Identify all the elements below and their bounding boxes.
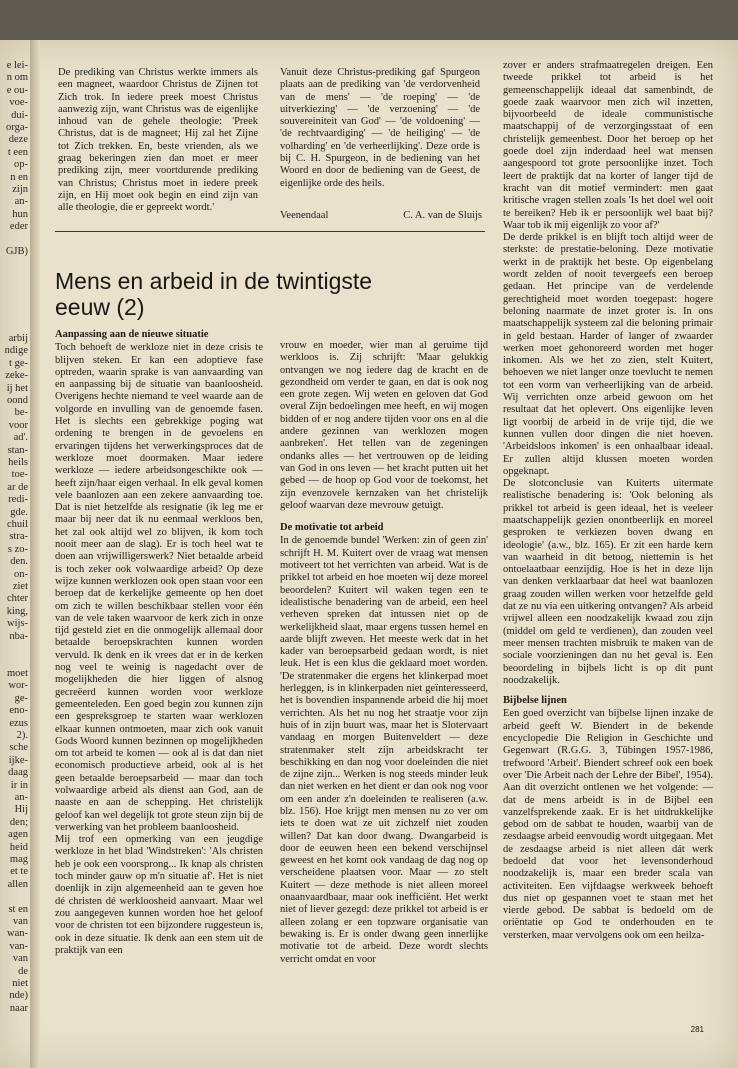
left-fragment-line: sche (9, 742, 28, 754)
left-fragment-line: van- (9, 940, 28, 952)
left-fragment-line: op- (14, 159, 28, 171)
left-page-fragment (0, 60, 28, 1020)
heading-bijbelse-lijnen: Bijbelse lijnen (503, 695, 567, 707)
page-number: 281 (690, 1025, 704, 1034)
left-fragment-line: ezus (9, 717, 28, 729)
signature-author: C. A. van de Sluijs (403, 210, 482, 221)
left-fragment-line: wijs- (7, 618, 28, 630)
left-fragment-line: wor- (8, 680, 28, 692)
left-fragment-line: voe- (9, 97, 28, 109)
article-title: Mens en arbeid in de twintigste eeuw (2) (55, 268, 373, 320)
left-fragment-line: ad'. (13, 432, 28, 444)
left-fragment-line (0, 234, 28, 246)
left-fragment-line: s zo- (7, 543, 28, 555)
col3-paragraph-2: De derde prikkel is en blijft toch altijd weer de sterkste: de prestatie-beloning. Deze motivatie werkt in de praktijk het beste. Op eigenbelang wordt zelden of nooit tevergeefs een beroep gedaan. Het principe van de verdelende gerechtigheid moet worden toegepast: hogere beloning naarmate de inzet groter is. In ons maatschappelijk systeem zal die beloning primair in geld bestaan. Harder of langer of zwaarder werken moet gehonoreerd worden met hoger inkomen. Als we het zo zien, stelt Kuitert, behoeven we niet langer onze toevlucht te nemen tot een vorm van verheerlijking van de arbeid. Wij verrichten onze arbeid gewoon om het resultaat dat het oplevert. Ons eigenlijke leven ligt voorbij de arbeid in de vrije tijd, die we kunnen vullen door dingen die niet hoeven. 'Arbeidsloos inkomen' is een onhaalbaar ideaal. Er zullen altijd klussen moeten worden opgeknapt. (503, 232, 713, 477)
left-fragment-line: st en (8, 903, 28, 915)
heading-aanpassing: Aanpassing aan de nieuwe situatie (55, 329, 209, 340)
left-fragment-line (0, 296, 28, 308)
top-col2-text: Vanuit deze Christus-prediking gaf Spurgeon plaats aan de prediking van 'de verdorvenheid van de mens' — 'de roeping' — 'de uitverkiezing' — 'de verzoening' — 'de souvereiniteit van God' — 'de voldoening' — 'de rechtvaardiging' — 'de heiliging' — 'de volharding' en 'de verheerlijking'. Deze orde is bij C. H. Spurgeon, in de bediening van het Woord en door de bediening van de Geest, de eigenlijke orde des heils. (280, 67, 480, 189)
left-fragment-line: 2). (16, 729, 28, 741)
col1-paragraph-1: Toch behoeft de werkloze niet in deze crisis te blijven steken. Er kan een adoptieve fase optreden, waarin sprake is van aanvaarding van en aanpassing bij de situatie van baanloosheid. Overigens hechte niemand te veel waarde aan de volgorde en invulling van de genoemde fasen. Het is slechts een gebrekkige poging wat ordening te brengen in de gevoelens en ervaringen tijdens het verwerkingsproces dat de werkloze moet doormaken. Maar iedere werkloze — iedere arbeidsongeschikte ook — heeft zijn/haar eigen verhaal. In elk geval komen vele baanlozen aan een zekere aanvaarding toe. Dat is niet hetzelfde als resignatie (ik leg me er maar bij neer dat ik nu eenmaal werkloos ben, het zal ook altijd wel zo blijven, ik kom toch nooit meer aan de slag). Er is toch heel wat te doen aan vrijwilligerswerk? Niet betaalde arbeid is toch zeker ook volwaardige arbeid? Op deze wijze kunnen werklozen ook open staan voor een beroep dat de kerkelijke gemeente op hen doet om zich te willen beschikbaar stellen voor één van de vele taken waarvoor de kerk zich in onze tijd gesteld ziet en die onmogelijk allemaal door betaalde beroepskrachten kunnen worden vervuld. Ik denk en ik vrees dat er in de kerken nog veel te weinig is nagedacht over de mogelijkheden die hier liggen of alsnog gecreëerd kunnen worden voor werkloze gemeenteleden. Een goed begin zou kunnen zijn een gespreksgroep te starten waar werklozen elkaar kunnen ontmoeten, maar zich ook vanuit Gods Woord kunnen bezinnen op mogelijkheden om tot arbeid te komen — ook al is dat dan niet economisch productieve arbeid, ook al is het geen betaalde beroepsarbeid — maar dan toch volwaardige arbeid als dienst aan God, aan de naaste en aan de schepping. Het christelijk geloof kan wel degelijk tot grote steun zijn bij de verwerking van het probleem baanloosheid. (55, 342, 263, 833)
left-fragment-line: t ge- (9, 357, 28, 369)
left-fragment-line: zeke- (5, 370, 28, 382)
article-column-3 (503, 60, 713, 942)
left-fragment-line: stra- (9, 531, 28, 543)
signature-place: Veenendaal (280, 210, 329, 221)
col1-paragraph-2: Mij trof een opmerking van een jeugdige werkloze in het blad 'Windstreken': 'Als christen heb je ook een voorsprong... Ik knap als christen toch minder gauw op m'n situatie af'. Het is niet doenlijk in zijn algemeenheid aan te geven hoe dé christen dé werkloosheid aanvaart. Maar wel zou aangegeven kunnen worden hoe het geloof voor de christen tot een bijzondere ruggesteun is, ook in deze situatie. Ik denk aan een stem uit de praktijk van een (55, 834, 263, 956)
left-fragment-line: dui- (11, 109, 28, 121)
left-fragment-line: ndige (4, 345, 28, 357)
left-fragment-line: e lei- (6, 60, 28, 71)
left-fragment-line: ziet (12, 581, 28, 593)
left-fragment-line: daag (8, 767, 28, 779)
left-fragment-line: n om (6, 72, 28, 84)
top-column-1 (58, 67, 258, 215)
article-column-2 (280, 340, 488, 966)
left-fragment-line: chuil (7, 519, 28, 531)
left-fragment-line: den; (9, 816, 28, 828)
article-column-1 (55, 323, 263, 957)
left-fragment-line: oond (7, 394, 28, 406)
left-fragment-line: mag (9, 854, 28, 865)
left-fragment-line: ijke- (8, 754, 28, 766)
left-fragment-line: ar de (7, 481, 28, 493)
left-fragment-line: nba- (9, 630, 28, 642)
left-fragment-line (0, 271, 28, 283)
left-fragment-line: et te (10, 866, 28, 878)
col3-paragraph-1: zover er anders strafmaatregelen dreigen. Een tweede prikkel tot arbeid is het gemeenschappelijk ideaal dat samenbindt, de goede zaak waarvoor men zich wil inzetten, bijvoorbeeld de ideale communistische maatschappij of de verzorgingsstaat of een christelijk gemeenbest. Door het beroep op het goede doel zijn inderdaad heel wat mensen aangespoord tot grote persoonlijke inzet. Toch leert de praktijk dat na korter of langer tijd de kracht van dit motief vermindert: men gaat kritische vragen stellen zoals 'Is het doel wel ooit te bereiken? Heb ik er persoonlijk wel baat bij? Waar tob ik mij eigenlijk zo voor af?' (503, 60, 713, 231)
left-fragment-line: n en (10, 171, 28, 183)
left-fragment-line: GJB) (5, 246, 28, 258)
left-fragment-line (0, 321, 28, 333)
left-fragment-line: orga- (6, 122, 28, 134)
left-fragment-line: heils (8, 457, 28, 468)
left-fragment-line: gde. (10, 506, 28, 518)
left-fragment-line: redi- (8, 494, 28, 506)
left-fragment-line: hun (12, 208, 28, 220)
col3-paragraph-3: De slotconclusie van Kuiterts uitermate realistische benadering is: 'Ook beloning als prikkel tot arbeid is geen ideaal, het is veeleer maatschappelijk gezien onontbeerlijk en moreel gesproken te verkiezen boven dwang en ideologie' (a.w., blz. 165). Er zit een harde kern van waarheid in dit betoog, niettemin is het ontoelaatbaar eenzijdig. Hoe is het in deze lijn van denken verklaarbaar dat heel wat baanlozen graag zouden willen werken voor hetzelfde geld dat ze nu via een uitkering ontvangen? Als arbeid vrijwel alleen een noodzakelijk kwaad zou zijn (middel om geld te verdienen), dan zouden veel meer mensen trachten misbruik te maken van de sociale voorzieningen dan nu het geval is. Een beoordeling in bijbels licht is op dit punt noodzakelijk. (503, 478, 713, 686)
left-fragment-line: de (18, 965, 28, 977)
left-fragment-line: nde) (9, 990, 28, 1002)
left-fragment-line: t een (7, 146, 28, 158)
left-fragment-line: eder (9, 221, 28, 233)
left-fragment-line (0, 656, 28, 668)
left-fragment-line: king, (6, 605, 28, 617)
left-fragment-line (0, 891, 28, 903)
col2-paragraph-2: In de genoemde bundel 'Werken: zin of geen zin' schrijft H. M. Kuitert over de vraag wat mensen motiveert tot het verrichten van arbeid. Wat is de prikkel tot arbeid en hoe moeten wij deze moreel beoordelen? Kuitert wil waken tegen een te idealistische benadering van de arbeid, een heel verheven spreken dat intussen niet op de werkelijkheid slaat, maar ergens tussen hemel en aarde blijft zweven. Het meeste werk dat in het kader van beroepsarbeid gedaan wordt, is niet leuk. Het is een klus die geklaard moet worden. 'De stratenmaker die ergens het klinkerpad moet herleggen, is in klinkerpaden niet geïnteresseerd, het is bovendien inspannende arbeid die hij moet verrichten. Als het nu nog het straatje voor zijn huis of in zijn buurt was, maar het is Slotervaart vandaag en morgen Buitenveldert — deze stratenmaker stelt zijn arbeidskracht ter beschikking en dan nog voor doeleinden die niet de zijne zijn... Werken is nog steeds minder leuk dan niet werken en het dient er dan ook nog voor om een ander z'n doeleinden te realiseren (a.w. blz. 156). Hoe krijgt men mensen nu zo ver om iets te doen wat ze uit zichzelf niet zouden willen? Dat kan door dwang. Dwangarbeid is door de eeuwen heen een bekend verschijnsel geweest en het komt ook vandaag de dag nog op verscheidene plaatsen voor. Maar — zo stelt Kuitert — deze methode is niet alleen moreel onaanvaardbaar, maar ook inefficiënt. Het werkt niet of liever gezegd: deze prikkel tot arbeid is er alleen zolang er een topzware organisatie van bewaking is. Er is onder dwang geen innerlijke motivatie tot de arbeid. Deze wordt slechts verricht omdat en voor (280, 535, 488, 965)
left-fragment-line (0, 308, 28, 320)
left-fragment-line: van (12, 953, 28, 965)
left-fragment-line: naar (9, 1002, 28, 1014)
col3-paragraph-4: Een goed overzicht van bijbelse lijnen inzake de arbeid geeft W. Biendert in de bekende encyclopedie Die Religion in Geschichte und Gegenwart (R.G.G. 3, Tübingen 1957-1986, trefwoord 'Arbeit'. Biendert schreef ook een boek over 'Die Arbeit nach der Lehre der Bibel', 1954). Aan dit overzicht ontlenen we het volgende: — dat de mens arbeidt is in de Bijbel een vanzelfsprekende zaak. Er is het uitdrukkelijke gebod om de sabbat te houden, waarbij van de zesdaagse arbeid eenvoudig wordt uitgegaan. Met de zesdaagse arbeid is niet alleen dát werk bedoeld dat voor het levensonderhoud noodzakelijk is, maar een breder scala van activiteiten. Een vijfdaagse werkweek behoeft dus niet op gespannen voet te staan met het vierde gebod. De sabbat is bedoeld om de oriëntatie op God te onderhouden en te versterken, maar vervolgens ook om een heilza- (503, 708, 713, 941)
left-fragment-line: e ou- (6, 84, 28, 96)
left-fragment-line: an- (14, 791, 28, 803)
left-fragment-line: stan- (7, 444, 28, 456)
left-fragment-line: arbij (8, 332, 28, 344)
left-fragment-line: eno- (9, 705, 28, 717)
left-fragment-line: on- (14, 568, 28, 580)
left-fragment-line: moet (7, 667, 28, 679)
left-fragment-line: zijn (12, 184, 28, 196)
left-fragment-line: deze (8, 134, 28, 146)
left-fragment-line: Hij (14, 804, 28, 816)
left-fragment-line: niet (12, 978, 28, 990)
col2-paragraph-1: vrouw en moeder, wier man al geruime tijd werkloos is. Zij schrijft: 'Maar gelukkig ontvangen we nog iedere dag de kracht en de gezondheid om verder te gaan, en dat is ook nog een grote zegen. Wij weten en geloven dat God overal Zijn bedoelingen mee heeft, en wij mogen bidden of er nog andere tijden voor ons en al die andere gezinnen van werklozen mogen aanbreken'. Het tellen van de zegeningen ondanks alles — het vertrouwen op de leiding van God in ons leven — het kracht putten uit het gebed — de hoop op God voor de toekomst, het zijn evenzovele kernzaken van het christelijk geloof waarvan deze mevrouw getuigt. (280, 340, 488, 511)
left-fragment-line: wan- (7, 928, 28, 940)
left-fragment-line: allen (7, 878, 28, 890)
section-divider (55, 231, 485, 232)
left-fragment-line: voor (8, 419, 28, 431)
left-fragment-line: agen (8, 829, 28, 841)
left-fragment-line: an- (14, 196, 28, 208)
left-fragment-line (0, 643, 28, 655)
top-column-2 (280, 67, 480, 190)
left-fragment-line: heid (9, 841, 28, 853)
top-col1-text: De prediking van Christus werkte immers als een magneet, waardoor Christus de Zijnen tot Zich trok. In iedere preek moest Christus aanwezig zijn, want Christus was de eigenlijke inhoud van de gehele theologie: 'Preek Christus, dat is de magneet; Hij zal het Zijne tot Zich trekken. En, beste vrienden, als we graag bekeringen zien dan moet er meer prediking zijn, meer voortdurende prediking van Christus; Christus moet in iedere preek zijn, en Hij moet ook begin en eind zijn van alle theologie, die er gepreekt wordt.' (58, 67, 258, 214)
left-fragment-line: ir in (10, 779, 28, 791)
left-fragment-line: ij het (6, 382, 28, 394)
heading-motivatie: De motivatie tot arbeid (280, 522, 384, 534)
left-fragment-line: van (12, 916, 28, 928)
page-gutter (30, 40, 40, 1068)
left-fragment-line: ge- (14, 692, 28, 704)
left-fragment-line: toe- (11, 469, 28, 481)
left-fragment-line: be- (14, 407, 28, 419)
left-fragment-line (0, 259, 28, 271)
left-fragment-line (0, 283, 28, 295)
left-fragment-line: chter (7, 593, 28, 605)
left-fragment-line: den. (10, 556, 28, 568)
